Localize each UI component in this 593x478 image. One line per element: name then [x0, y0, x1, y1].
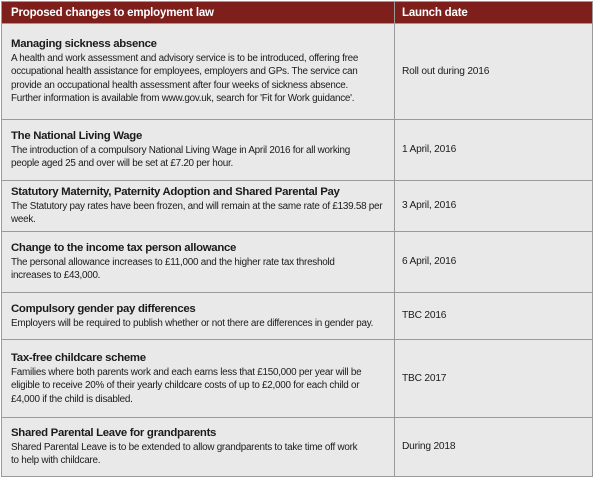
description-line: to help with childcare. [11, 455, 101, 467]
description-line: occupational health assistance for employees, employers and GPs. The service can [11, 66, 358, 78]
description-line: Shared Parental Leave is to be extended to allow grandparents to take time off work [11, 441, 358, 453]
table-row [2, 339, 593, 417]
description-line: people aged 25 and over will be set at £7.20 per hour. [11, 158, 234, 170]
change-cell [2, 24, 395, 120]
launch-date-cell: During 2018 [395, 417, 593, 476]
change-description [11, 144, 386, 171]
change-cell [2, 293, 395, 340]
table-row [2, 180, 593, 231]
description-line: provide an occupational health assessment after four weeks of sickness absence. [11, 79, 349, 91]
launch-date-cell: TBC 2017 [395, 339, 593, 417]
table-row [2, 119, 593, 180]
launch-date-cell: TBC 2016 [395, 293, 593, 340]
change-description [11, 441, 386, 468]
employment-law-table [1, 1, 593, 477]
description-line: increases to £43,000. [11, 270, 101, 282]
change-title: Tax-free childcare scheme [11, 351, 146, 364]
table-row [2, 24, 593, 120]
description-line: Further information is available from www.gov.uk, search for 'Fit for Work guidance'. [11, 93, 355, 105]
change-title: Shared Parental Leave for grandparents [11, 426, 217, 439]
change-description [11, 317, 386, 331]
change-cell [2, 180, 395, 231]
change-cell [2, 119, 395, 180]
description-line: The personal allowance increases to £11,000 and the higher rate tax threshold [11, 256, 335, 268]
change-cell [2, 231, 395, 292]
description-line: A health and work assessment and advisory service is to be introduced, offering free [11, 52, 359, 64]
launch-date-cell: 3 April, 2016 [395, 180, 593, 231]
launch-date-cell: 6 April, 2016 [395, 231, 593, 292]
launch-date-cell: 1 April, 2016 [395, 119, 593, 180]
table-row [2, 417, 593, 476]
description-line: eligible to receive 20% of their yearly childcare costs of up to £2,000 for each child or [11, 380, 360, 392]
change-description [11, 200, 386, 227]
change-title: The National Living Wage [11, 129, 142, 142]
table-row [2, 293, 593, 340]
change-title: Managing sickness absence [11, 37, 157, 50]
description-line: The Statutory pay rates have been frozen, and will remain at the same rate of £139.58 per week. [11, 200, 383, 226]
change-description [11, 52, 386, 106]
change-title: Compulsory gender pay differences [11, 302, 196, 315]
table-row [2, 231, 593, 292]
change-description [11, 256, 386, 283]
description-line: The introduction of a compulsory National Living Wage in April 2016 for all working [11, 144, 350, 156]
change-description [11, 366, 386, 407]
description-line: £4,000 if the child is disabled. [11, 393, 133, 405]
description-line: Employers will be required to publish whether or not there are differences in gender pay. [11, 317, 374, 329]
change-cell [2, 339, 395, 417]
table-header-row [2, 2, 593, 24]
description-line: Families where both parents work and each earns less that £150,000 per year will be [11, 366, 362, 378]
change-title: Change to the income tax person allowance [11, 241, 237, 254]
launch-date-cell: Roll out during 2016 [395, 24, 593, 120]
change-title: Statutory Maternity, Paternity Adoption and Shared Parental Pay [11, 185, 340, 198]
column-header-launch-date: Launch date [395, 2, 593, 24]
change-cell [2, 417, 395, 476]
column-header-proposed-changes: Proposed changes to employment law [2, 2, 395, 24]
